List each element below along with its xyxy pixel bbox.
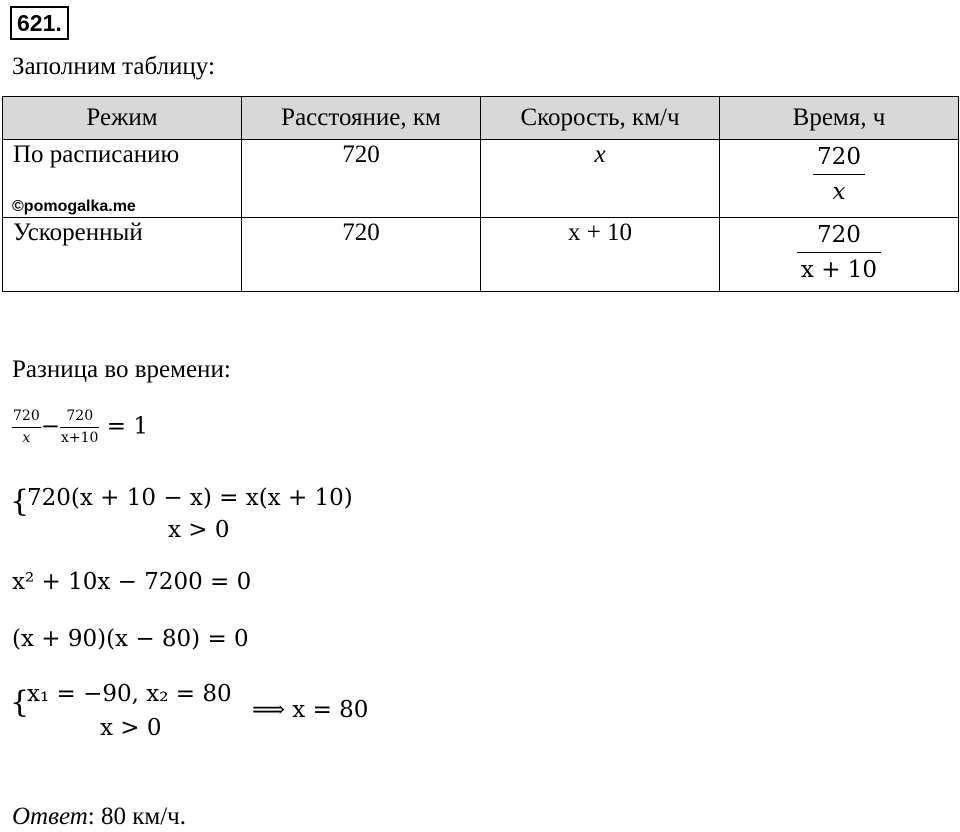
header-distance: Расстояние, км: [242, 97, 481, 140]
header-mode: Режим: [3, 97, 242, 140]
header-time: Время, ч: [720, 97, 959, 140]
equation-quadratic: x² + 10x − 7200 = 0: [12, 569, 252, 595]
cell-time: [720, 140, 959, 218]
system2-line1: x₁ = −90, x₂ = 80: [27, 681, 232, 707]
equation-fractions: $\frac{720}{x}$ − $\frac{720}{x+10}$ = 1: [13, 408, 148, 446]
cell-mode: Ускоренный: [3, 218, 242, 292]
data-table: [2, 96, 959, 292]
intro-text: Заполним таблицу:: [12, 53, 215, 80]
header-speed: Скорость, км/ч: [481, 97, 720, 140]
system2-result: ⟹ x = 80: [252, 697, 369, 723]
answer-value: : 80 км/ч.: [87, 803, 186, 830]
answer-label: Ответ: [12, 803, 88, 830]
cell-time: [720, 218, 959, 292]
difference-text: Разница во времени:: [12, 356, 231, 383]
system1-line1: 720(x + 10 − x) = x(x + 10): [27, 485, 353, 511]
system-brace-1: {: [10, 484, 30, 519]
time-fraction: $\frac{720}{x + 10}$: [797, 220, 881, 285]
cell-distance: 720: [242, 218, 481, 292]
cell-speed: x: [481, 140, 720, 218]
watermark: ©pomogalka.me: [12, 198, 136, 215]
table-header-row: [3, 97, 959, 140]
problem-number: 621.: [10, 6, 69, 40]
fraction-2: $\frac{720}{x+10}$: [61, 408, 99, 446]
table-row: [3, 218, 959, 292]
cell-distance: 720: [242, 140, 481, 218]
system2-line2: x > 0: [100, 715, 162, 741]
equation-factored: (x + 90)(x − 80) = 0: [12, 626, 249, 652]
table-row: [3, 140, 959, 218]
time-fraction: $\frac{720}{x}$: [813, 142, 865, 207]
cell-speed: x + 10: [481, 218, 720, 292]
cell-mode: По расписанию: [3, 140, 242, 218]
fraction-1: $\frac{720}{x}$: [13, 408, 40, 446]
system-brace-2: {: [10, 685, 30, 720]
system1-line2: x > 0: [168, 517, 230, 543]
answer: [12, 802, 186, 832]
